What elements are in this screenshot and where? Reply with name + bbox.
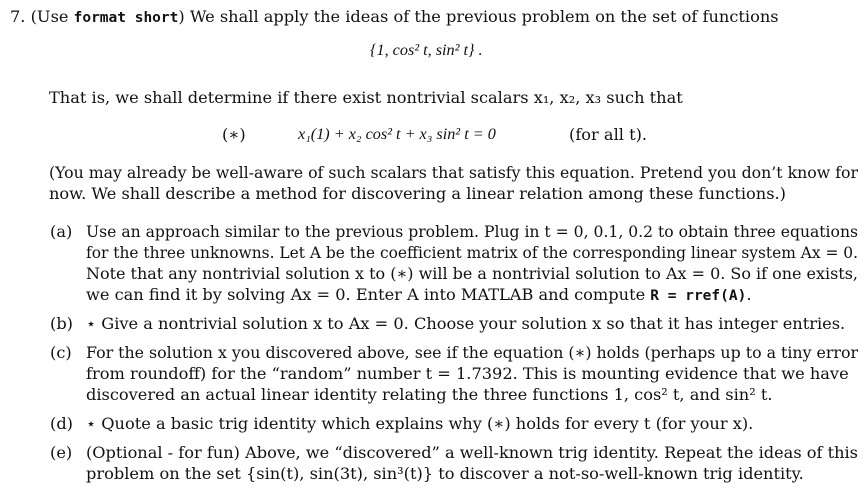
part-c-line-3: discovered an actual linear identity relating the three functions 1, cos² t, and sin² t. (86, 385, 773, 404)
equation-condition: (for all t). (569, 125, 648, 144)
function-set-display: {1, cos² t, sin² t} . (370, 41, 483, 59)
part-a-line-4-prefix: we can find it by solving Ax = 0. Enter A into MATLAB and compute (86, 285, 651, 304)
problem-number: 7. (10, 7, 26, 26)
part-a-line-2: for the three unknowns. Let A be the coefficient matrix of the corresponding linear system Ax = 0. (86, 243, 859, 262)
part-a-line-4 (86, 284, 751, 307)
main-equation: x₁(1) + x₂ cos² t + x₃ sin² t = 0 (298, 125, 496, 143)
part-d-text: ⋆ Quote a basic trig identity which explains why (∗) holds for every t (for your x). (86, 414, 754, 433)
part-e-label: (e) (50, 443, 73, 462)
part-e-line-1: (Optional - for fun) Above, we “discovered” a well-known trig identity. Repeat the ideas of this (86, 443, 858, 462)
part-c-label: (c) (50, 343, 72, 362)
intro-prefix: (Use (30, 7, 74, 26)
note-line-1: (You may already be well-aware of such scalars that satisfy this equation. Pretend you don’t know for (49, 163, 859, 182)
part-d-label: (d) (50, 414, 73, 433)
part-c-line-1: For the solution x you discovered above, see if the equation (∗) holds (perhaps up to a tiny error (86, 343, 859, 362)
problem-intro-line (10, 6, 779, 29)
part-b-text: ⋆ Give a nontrivial solution x to Ax = 0. Choose your solution x so that it has integer entries. (86, 314, 846, 333)
format-command: format short (73, 10, 179, 26)
note-line-2: now. We shall describe a method for discovering a linear relation among these functions.) (49, 184, 786, 203)
that-is-sentence: That is, we shall determine if there exist nontrivial scalars x₁, x₂, x₃ such that (49, 88, 683, 107)
part-a-line-1: Use an approach similar to the previous problem. Plug in t = 0, 0.1, 0.2 to obtain three equations (86, 222, 858, 241)
part-b-label: (b) (50, 314, 73, 333)
part-a-line-4-suffix: . (746, 285, 752, 304)
part-e-line-2: problem on the set {sin(t), sin(3t), sin³(t)} to discover a not-so-well-known trig identity. (86, 464, 804, 483)
equation-label: (∗) (222, 125, 246, 144)
part-c-line-2: from roundoff) for the “random” number t = 1.7392. This is mounting evidence that we have (86, 364, 849, 383)
part-a-line-3: Note that any nontrivial solution x to (∗) will be a nontrivial solution to Ax = 0. So if one exists, (86, 264, 858, 283)
rref-command: R = rref(A) (650, 288, 747, 304)
part-a-label: (a) (50, 222, 73, 241)
intro-suffix: ) We shall apply the ideas of the previous problem on the set of functions (178, 7, 779, 26)
